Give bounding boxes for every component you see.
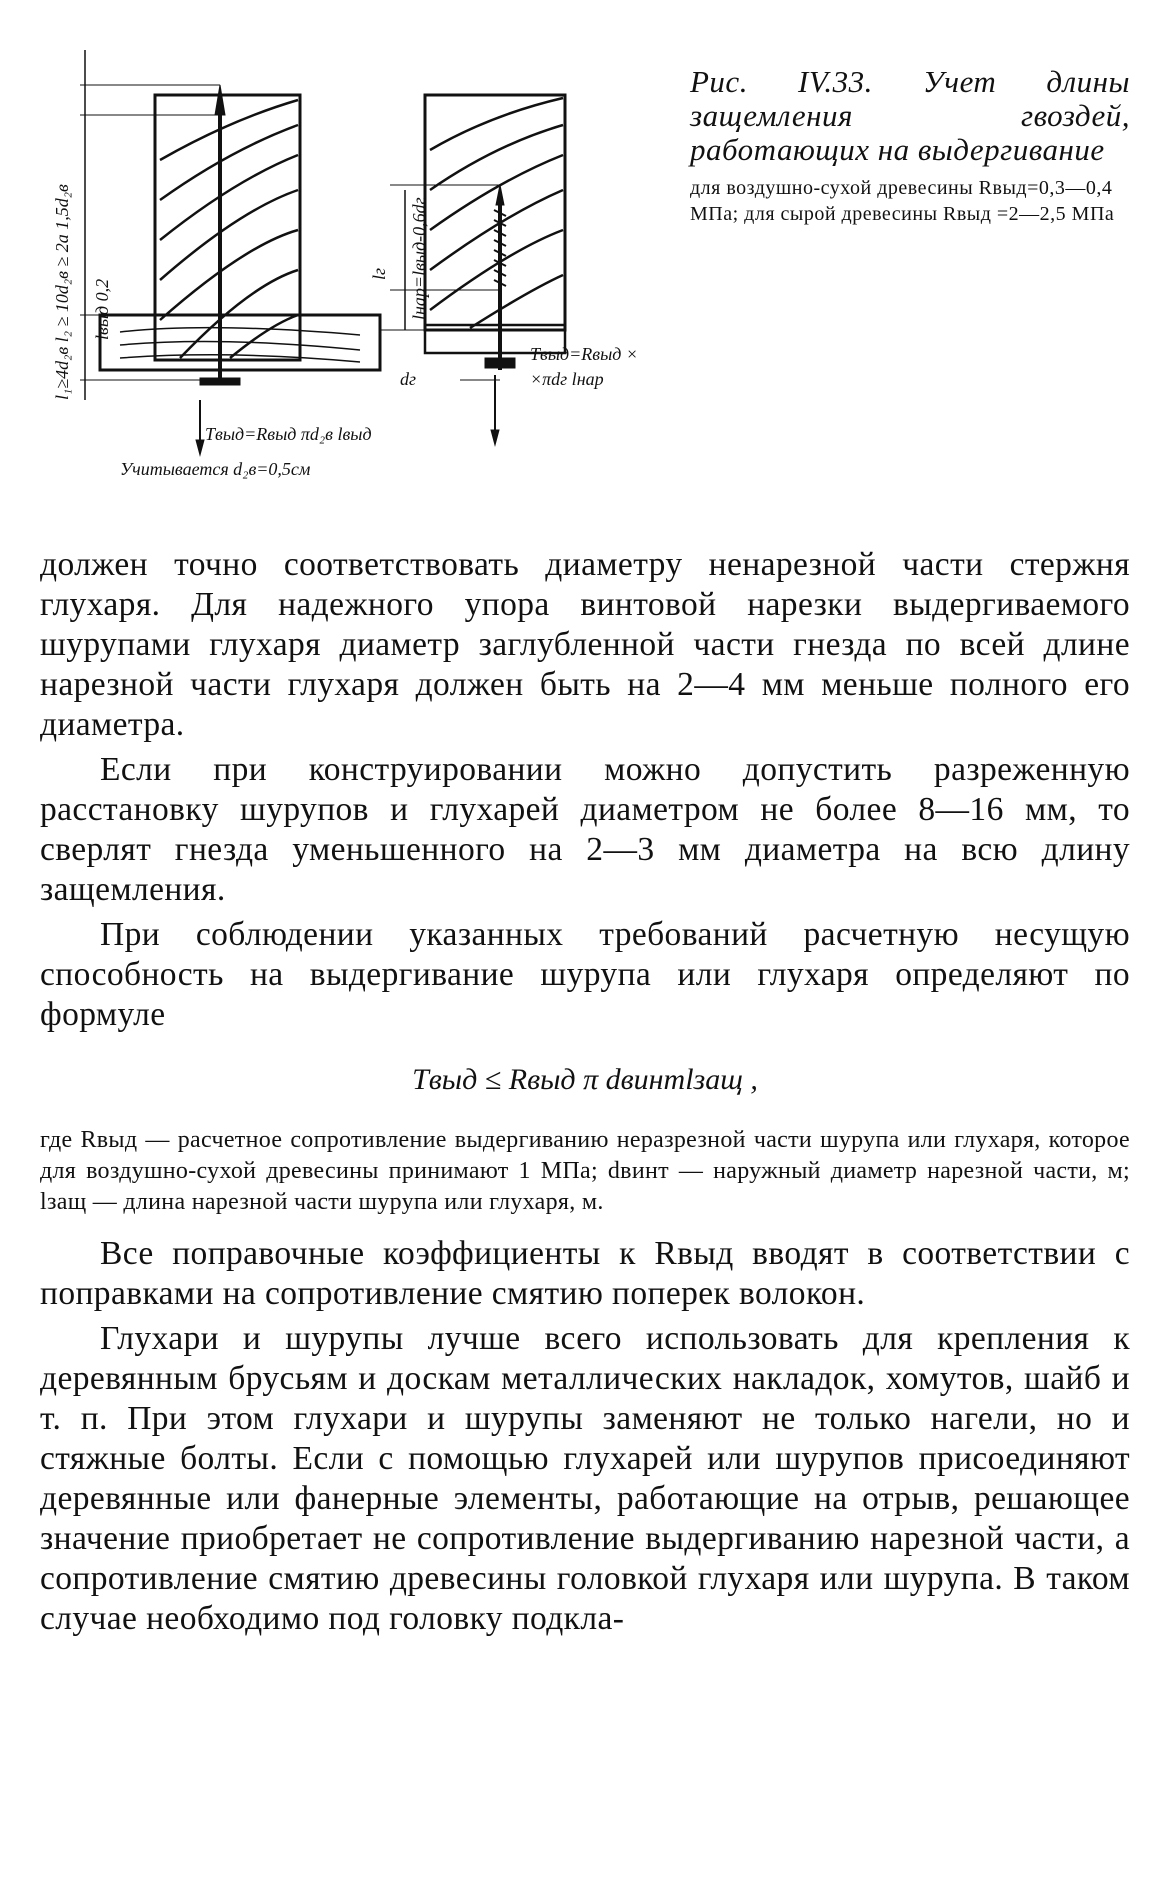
nail-diagram [80, 50, 380, 455]
left-note-label: Учитывается d₂в=0,5см [120, 459, 311, 479]
paragraph-continued: должен точно соответствовать диаметру ненарезной части стержня глухаря. Для надежного упора винтовой нарезки выдергиваемого шурупами глухаря диаметр заглубленной части гнезда по всей длине нарезной части глухаря должен быть на 2—4 мм меньше полного его диаметра. [40, 546, 1130, 743]
left-extra-label: lвыд 0,2 [92, 278, 112, 340]
left-dims-label: l₁≥4d₂в l₂ ≥ 10d₂в ≥ 2a 1,5d₂в [52, 184, 72, 400]
nail-screw-diagram [52, 40, 680, 490]
right-dg-label: dг [400, 369, 417, 389]
formula-legend: где Rвыд — расчетное сопротивление выдергиванию неразрезной части шурупа или глухаря, которое для воздушно-сухой древесины принимают 1 МПа; dвинт — наружный диаметр нарезной части, м; lзащ — длина нарезной части шурупа или глухаря, м. [40, 1127, 1130, 1215]
lag-screw-diagram [380, 95, 565, 445]
paragraph: Если при конструировании можно допустить разреженную расстановку шурупов и глухарей диаметром не более 8—16 мм, то сверлят гнезда уменьшенного на 2—3 мм диаметра на всю длину защемления. [40, 751, 1130, 908]
formula: Tвыд ≤ Rвыд π dвинтlзащ , [412, 1063, 758, 1096]
right-lnar-label: lнар=lвыд-0,6dг [409, 197, 429, 320]
right-force-label-1: Tвыд=Rвыд × [530, 344, 639, 364]
paragraph: При соблюдении указанных требований расчетную несущую способность на выдергивание шурупа или глухаря определяют по формуле [40, 916, 1130, 1033]
right-lg-label: lг [369, 267, 389, 280]
paragraph: Все поправочные коэффициенты к Rвыд вводят в соответствии с поправками на сопротивление смятию поперек волокон. [40, 1235, 1130, 1312]
left-force-label: Tвыд=Rвыд πd₂в lвыд [205, 424, 372, 444]
paragraph: Глухари и шурупы лучше всего использовать для крепления к деревянным брусьям и доскам металлических накладок, хомутов, шайб и т. п. При этом глухари и шурупы заменяют не только нагели, но и стяжные болты. Если с помощью глухарей или шурупов присоединяют деревянные или фанерные элементы, работающие на отрыв, решающее значение приобретает не сопротивление выдергиванию нарезной части, а сопротивление смятию древесины головкой глухаря или шурупа. В таком случае необходимо под головку подкла- [40, 1320, 1130, 1637]
figure-iv33 [52, 40, 680, 490]
caption-note: для воздушно-сухой древесины Rвыд=0,3—0,4 МПа; для сырой древесины Rвыд =2—2,5 МПа [690, 177, 1115, 225]
body-text [40, 545, 1130, 1639]
figure-caption [690, 65, 1130, 227]
caption-title: Рис. IV.33. Учет длины защемления гвоздей, работающих на выдергивание [690, 64, 1130, 167]
right-force-label-2: ×πdг lнар [530, 369, 604, 389]
